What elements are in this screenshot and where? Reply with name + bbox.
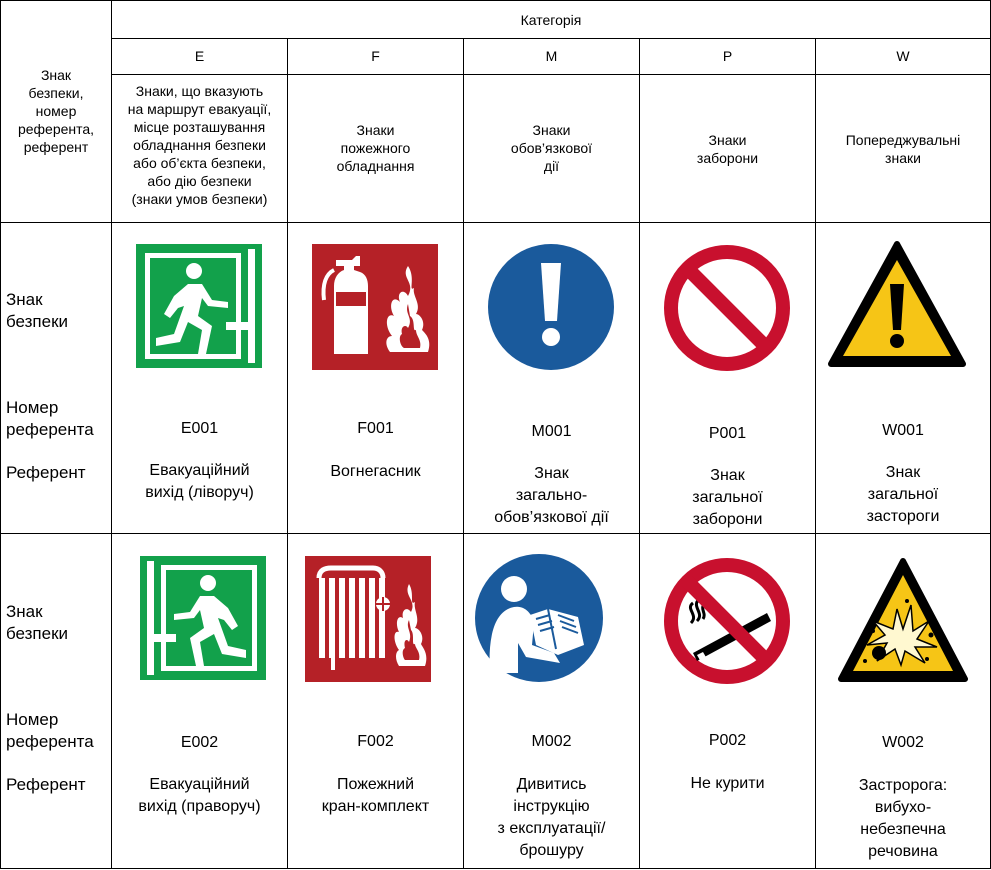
referent-text: Дивитись інструкцію з експлуатації/ брошуру bbox=[497, 776, 606, 859]
no-smoking-icon bbox=[663, 557, 791, 685]
category-description: Знаки заборони bbox=[696, 132, 759, 166]
referent-text: Знак загальної застороги bbox=[866, 464, 940, 525]
category-letter: W bbox=[896, 48, 910, 64]
row-divider bbox=[0, 222, 991, 223]
row-label-sign: Знак безпеки bbox=[6, 602, 69, 643]
category-description: Знаки, що вказують на маршрут евакуації, місце розташування обладнання безпеки або об’єкта безпеки, або дію безпеки (знаки умов безпеки) bbox=[127, 83, 272, 207]
category-letter: E bbox=[194, 48, 205, 64]
category-letter: F bbox=[371, 48, 380, 64]
general-warning-icon bbox=[827, 240, 967, 368]
row-label-number: Номер референта bbox=[6, 710, 94, 751]
row-label-number: Номер референта bbox=[6, 398, 94, 439]
exit-left-icon bbox=[136, 244, 262, 368]
referent-text: Пожежний кран-комплект bbox=[321, 776, 430, 815]
reference-number: F001 bbox=[357, 420, 394, 437]
referent-text: Знак загальної заборони bbox=[692, 467, 763, 528]
reference-number: E002 bbox=[180, 734, 219, 751]
category-letter: P bbox=[722, 48, 733, 64]
referent-text: Евакуаційний вихід (праворуч) bbox=[138, 776, 261, 815]
general-prohibition-icon bbox=[663, 244, 791, 372]
referent-text: Вогнегасник bbox=[330, 463, 421, 480]
referent-text: Застророга: вибухо- небезпечна речовина bbox=[858, 777, 948, 860]
header-divider bbox=[111, 38, 991, 39]
referent-text: Не курити bbox=[690, 775, 765, 792]
header-divider bbox=[111, 74, 991, 75]
referent-text: Евакуаційний вихід (ліворуч) bbox=[145, 462, 254, 501]
reference-number: M002 bbox=[531, 733, 572, 750]
header-left-label: Знак безпеки, номер референта, референт bbox=[17, 67, 95, 155]
category-description: Попереджувальні знаки bbox=[845, 132, 961, 166]
reference-number: M001 bbox=[531, 423, 572, 440]
fire-extinguisher-icon bbox=[312, 244, 438, 370]
reference-number: W002 bbox=[882, 734, 924, 751]
reference-number: W001 bbox=[882, 422, 924, 439]
reference-number: F002 bbox=[357, 733, 394, 750]
row-label-referent: Референт bbox=[6, 463, 86, 482]
row-divider bbox=[0, 533, 991, 534]
category-description: Знаки обов’язкової дії bbox=[510, 122, 593, 174]
row-label-sign: Знак безпеки bbox=[6, 290, 69, 331]
exclamation-mandatory-icon bbox=[487, 243, 615, 371]
referent-text: Знак загально- обов’язкової дії bbox=[494, 465, 609, 526]
fire-hose-reel-icon bbox=[305, 556, 431, 682]
exit-right-icon bbox=[140, 556, 266, 680]
category-letter: M bbox=[545, 48, 558, 64]
reference-number: P002 bbox=[708, 732, 747, 749]
table-border-bottom bbox=[0, 868, 991, 869]
category-heading: Категорія bbox=[520, 12, 582, 28]
category-description: Знаки пожежного обладнання bbox=[336, 122, 415, 174]
read-manual-icon bbox=[474, 553, 604, 683]
table-border-top bbox=[0, 0, 991, 1]
explosive-warning-icon bbox=[837, 555, 969, 687]
reference-number: P001 bbox=[708, 425, 747, 442]
row-label-referent: Референт bbox=[6, 775, 86, 794]
reference-number: E001 bbox=[180, 420, 219, 437]
